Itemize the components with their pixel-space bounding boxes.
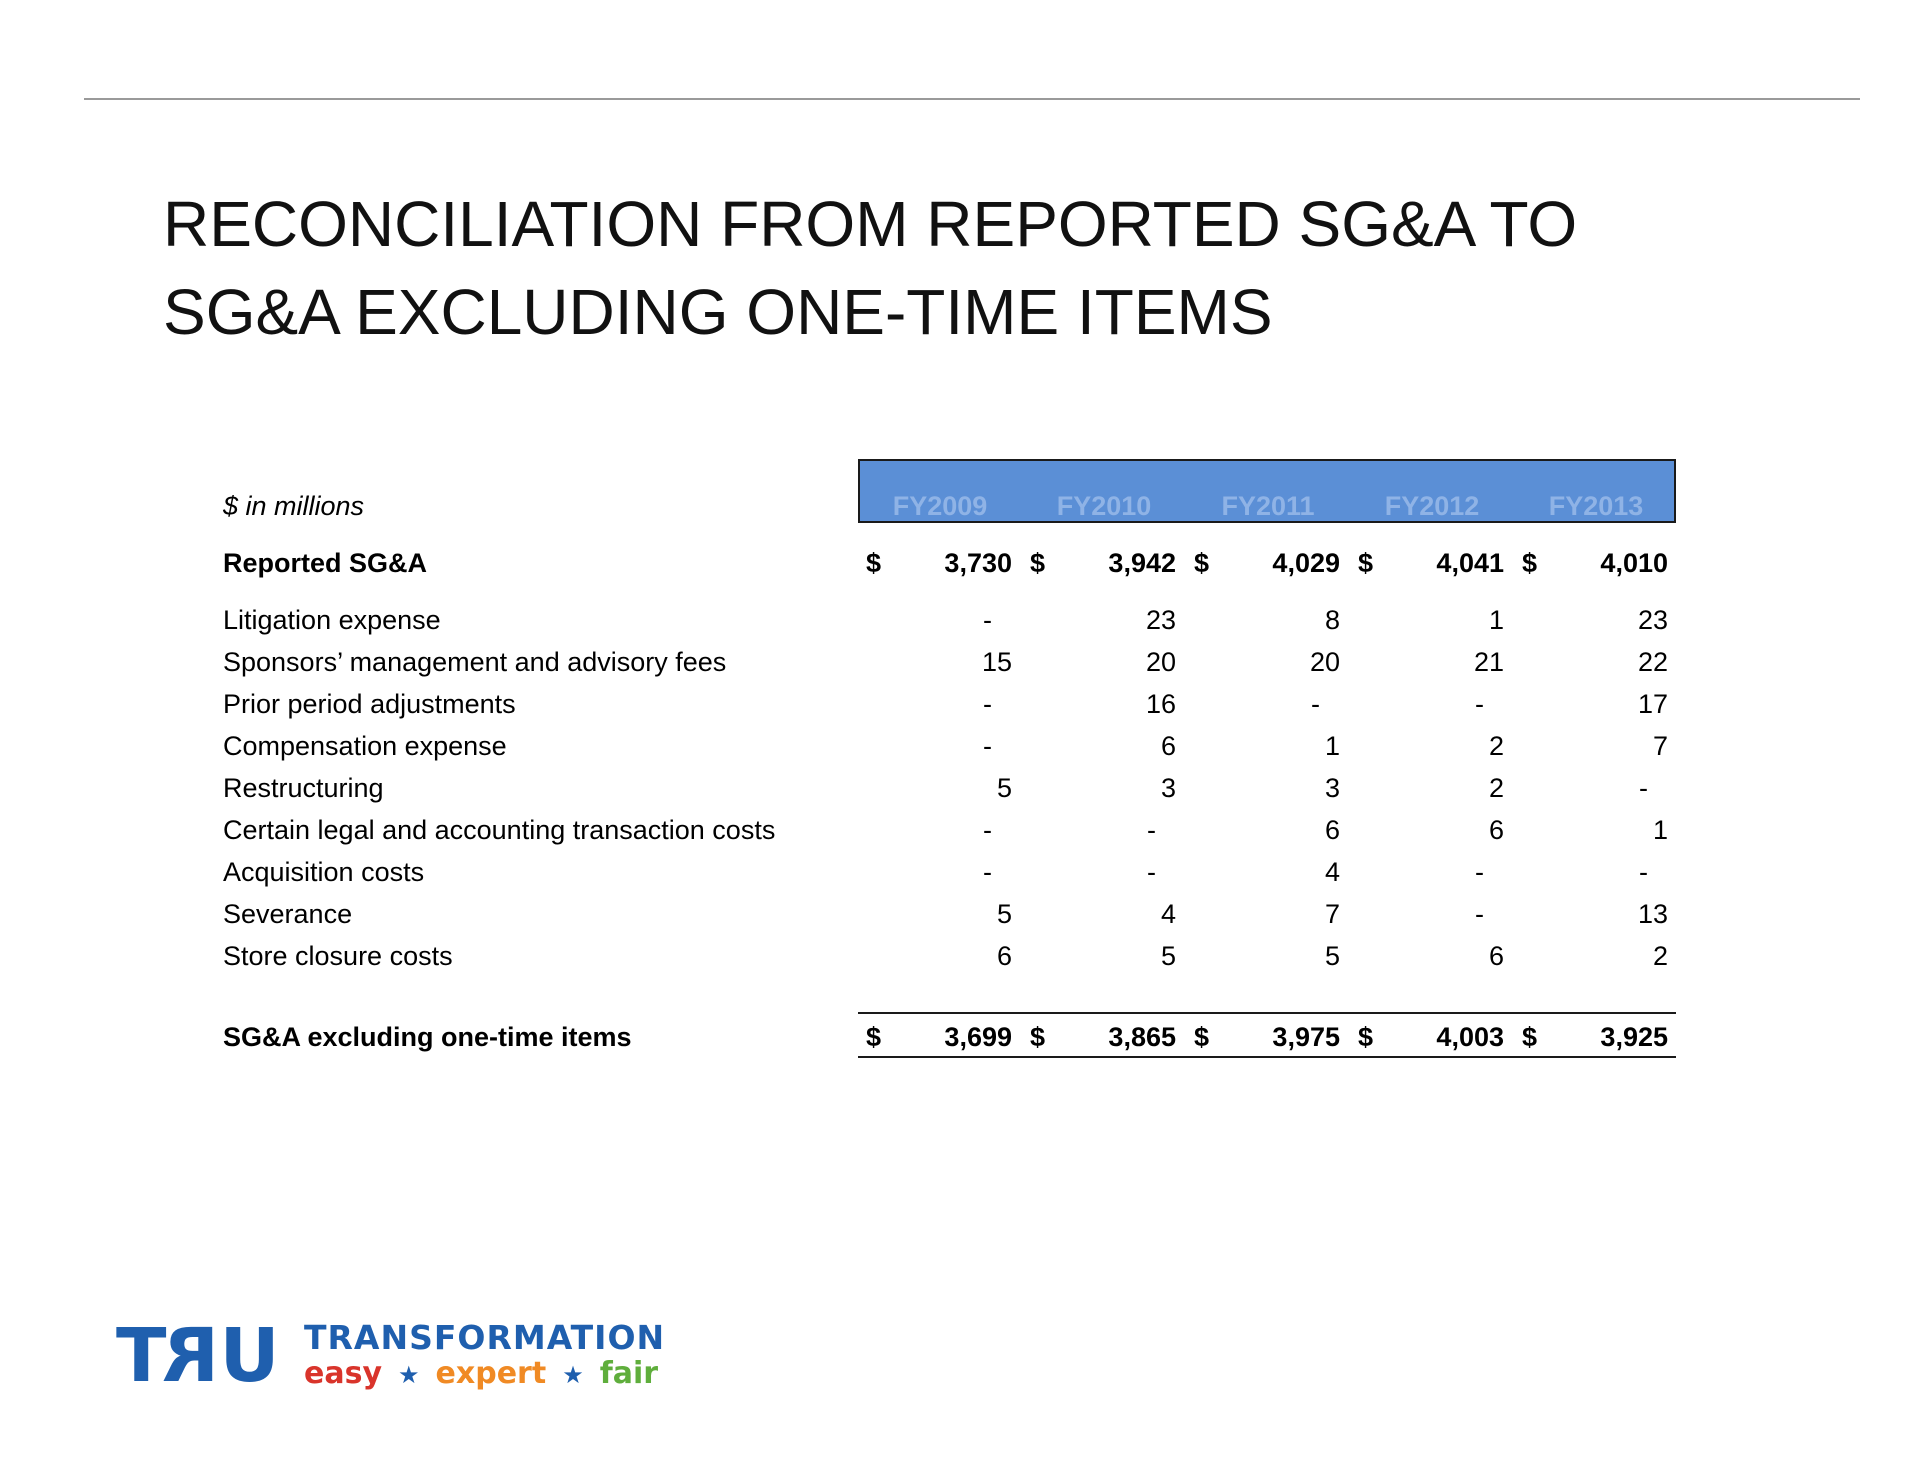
- table-cell: [858, 600, 1022, 640]
- table-cell: [1350, 768, 1514, 808]
- row-label: Certain legal and accounting transaction costs: [223, 815, 776, 845]
- table-row: [223, 894, 1683, 934]
- cell-value: 1: [1652, 815, 1668, 845]
- table-cell: [1186, 600, 1350, 640]
- cell-value: 5: [1160, 941, 1176, 971]
- cell-value: 2: [1488, 731, 1504, 761]
- cell-value: 4,010: [1600, 548, 1668, 578]
- cell-value: 20: [1145, 647, 1176, 677]
- row-label: Litigation expense: [223, 605, 441, 635]
- cell-value: 15: [981, 647, 1012, 677]
- cell-value: 1: [1324, 731, 1340, 761]
- cell-value: 3,942: [1108, 548, 1176, 578]
- total-top-rule: [858, 1012, 1676, 1014]
- table-row: [223, 768, 1683, 808]
- cell-value: 13: [1637, 899, 1668, 929]
- table-row: [223, 810, 1683, 850]
- cell-value: 1: [1488, 605, 1504, 635]
- table-cell: [1350, 600, 1514, 640]
- table-cell: [1022, 684, 1186, 724]
- table-row-total: [223, 1017, 1683, 1057]
- year-header-fy2013: FY2013: [1548, 491, 1644, 521]
- table-cell: [1186, 852, 1350, 892]
- table-cell: [1350, 852, 1514, 892]
- row-label: Reported SG&A: [223, 548, 428, 578]
- cell-value: -: [983, 689, 992, 719]
- cell-value: 5: [1324, 941, 1340, 971]
- cell-value: 3: [1324, 773, 1340, 803]
- cell-value: 4,029: [1272, 548, 1340, 578]
- cell-value: -: [983, 605, 992, 635]
- table-cell: [1186, 1017, 1350, 1057]
- table-cell: [1350, 543, 1514, 583]
- cell-value: 21: [1473, 647, 1504, 677]
- table-cell: [858, 684, 1022, 724]
- star-icon: ★: [562, 1361, 584, 1389]
- table-cell: [1350, 684, 1514, 724]
- row-label: Severance: [223, 899, 353, 929]
- cell-value: 7: [1324, 899, 1340, 929]
- table-cell: [1514, 726, 1678, 766]
- table-cell: [1022, 543, 1186, 583]
- logo-wordmark: TRANSFORMATION: [304, 1318, 666, 1357]
- table-cell: [1022, 810, 1186, 850]
- table-cell: [1514, 894, 1678, 934]
- cell-value: -: [1147, 857, 1156, 887]
- table-cell: [1514, 684, 1678, 724]
- company-logo: [116, 1313, 676, 1408]
- cell-value: 3,865: [1108, 1022, 1176, 1052]
- table-cell: [1186, 936, 1350, 976]
- table-cell: [1022, 936, 1186, 976]
- table-cell: [1186, 726, 1350, 766]
- table-cell: [1186, 684, 1350, 724]
- table-row: [223, 726, 1683, 766]
- table-cell: [858, 1017, 1022, 1057]
- table-cell: [858, 894, 1022, 934]
- table-cell: [1514, 1017, 1678, 1057]
- row-label: Prior period adjustments: [223, 689, 516, 719]
- cell-value: 4: [1324, 857, 1340, 887]
- cell-value: 16: [1145, 689, 1176, 719]
- cell-value: -: [983, 731, 992, 761]
- cell-value: 20: [1309, 647, 1340, 677]
- cell-value: -: [983, 815, 992, 845]
- table-cell: [1514, 543, 1678, 583]
- currency-symbol: $: [1358, 1022, 1374, 1052]
- tagline-expert: expert: [435, 1356, 547, 1391]
- currency-symbol: $: [1194, 1022, 1210, 1052]
- cell-value: -: [1475, 899, 1484, 929]
- top-divider: [84, 98, 1860, 100]
- currency-symbol: $: [1358, 548, 1374, 578]
- row-label: Compensation expense: [223, 731, 507, 761]
- row-label: Sponsors’ management and advisory fees: [223, 647, 727, 677]
- cell-value: 22: [1637, 647, 1668, 677]
- currency-symbol: $: [866, 1022, 882, 1052]
- currency-symbol: $: [1030, 548, 1046, 578]
- table-cell: [1350, 642, 1514, 682]
- cell-value: 17: [1637, 689, 1668, 719]
- cell-value: 3,975: [1272, 1022, 1340, 1052]
- year-header-fy2009: FY2009: [892, 491, 988, 521]
- cell-value: -: [1639, 773, 1648, 803]
- title-line-2: SG&A EXCLUDING ONE-TIME ITEMS: [163, 276, 1273, 348]
- table-cell: [1186, 543, 1350, 583]
- year-header-row: [858, 486, 1676, 526]
- table-cell: [1022, 642, 1186, 682]
- cell-value: 2: [1652, 941, 1668, 971]
- table-cell: [1350, 1017, 1514, 1057]
- table-row: [223, 684, 1683, 724]
- row-label: Acquisition costs: [223, 857, 425, 887]
- units-label: $ in millions: [223, 491, 365, 521]
- table-cell: [1022, 768, 1186, 808]
- table-cell: [1022, 1017, 1186, 1057]
- row-label: Restructuring: [223, 773, 384, 803]
- cell-value: -: [1639, 857, 1648, 887]
- table-cell: [858, 936, 1022, 976]
- table-cell: [1350, 936, 1514, 976]
- cell-value: 4,003: [1436, 1022, 1504, 1052]
- table-cell: [1350, 726, 1514, 766]
- cell-value: 23: [1637, 605, 1668, 635]
- cell-value: 6: [1488, 941, 1504, 971]
- table-row: [223, 936, 1683, 976]
- table-row-reported-sga: [223, 543, 1683, 583]
- table-cell: [1022, 600, 1186, 640]
- cell-value: 3,730: [944, 548, 1012, 578]
- table-cell: [858, 768, 1022, 808]
- cell-value: 6: [1160, 731, 1176, 761]
- table-row: [223, 852, 1683, 892]
- table-cell: [1514, 810, 1678, 850]
- page-title: [163, 180, 1663, 356]
- cell-value: 5: [996, 899, 1012, 929]
- table-cell: [858, 726, 1022, 766]
- cell-value: 3: [1160, 773, 1176, 803]
- table-cell: [1186, 810, 1350, 850]
- year-header-fy2010: FY2010: [1056, 491, 1152, 521]
- cell-value: -: [1475, 857, 1484, 887]
- cell-value: -: [983, 857, 992, 887]
- cell-value: 2: [1488, 773, 1504, 803]
- table-cell: [1022, 894, 1186, 934]
- table-row: [223, 642, 1683, 682]
- cell-value: 23: [1145, 605, 1176, 635]
- star-icon: ★: [398, 1361, 420, 1389]
- table-cell: [1186, 894, 1350, 934]
- year-header-fy2011: FY2011: [1221, 491, 1315, 521]
- currency-symbol: $: [1522, 548, 1538, 578]
- total-bottom-rule: [858, 1056, 1676, 1058]
- currency-symbol: $: [1194, 548, 1210, 578]
- cell-value: 6: [996, 941, 1012, 971]
- cell-value: 3,925: [1600, 1022, 1668, 1052]
- table-cell: [1186, 768, 1350, 808]
- cell-value: -: [1311, 689, 1320, 719]
- cell-value: 3,699: [944, 1022, 1012, 1052]
- table-cell: [858, 852, 1022, 892]
- logo-tagline: [304, 1356, 658, 1393]
- logo-mark: TRU: [116, 1313, 278, 1399]
- table-cell: [858, 543, 1022, 583]
- table-cell: [1022, 852, 1186, 892]
- currency-symbol: $: [1522, 1022, 1538, 1052]
- year-header-fy2012: FY2012: [1384, 491, 1480, 521]
- cell-value: 6: [1324, 815, 1340, 845]
- table-cell: [1350, 810, 1514, 850]
- row-label: SG&A excluding one-time items: [223, 1022, 632, 1052]
- table-cell: [1514, 642, 1678, 682]
- table-cell: [1514, 936, 1678, 976]
- table-cell: [1022, 726, 1186, 766]
- currency-symbol: $: [1030, 1022, 1046, 1052]
- table-cell: [858, 810, 1022, 850]
- table-cell: [858, 642, 1022, 682]
- cell-value: 5: [996, 773, 1012, 803]
- title-line-1: RECONCILIATION FROM REPORTED SG&A TO: [163, 188, 1578, 260]
- cell-value: 7: [1652, 731, 1668, 761]
- cell-value: -: [1475, 689, 1484, 719]
- table-cell: [1514, 768, 1678, 808]
- row-label: Store closure costs: [223, 941, 453, 971]
- cell-value: 8: [1324, 605, 1340, 635]
- tagline-fair: fair: [599, 1356, 659, 1391]
- table-cell: [1186, 642, 1350, 682]
- table-cell: [1514, 600, 1678, 640]
- cell-value: 4,041: [1436, 548, 1504, 578]
- table-row: [223, 600, 1683, 640]
- currency-symbol: $: [866, 548, 882, 578]
- cell-value: 4: [1160, 899, 1176, 929]
- table-cell: [1514, 852, 1678, 892]
- table-cell: [1350, 894, 1514, 934]
- cell-value: 6: [1488, 815, 1504, 845]
- tagline-easy: easy: [304, 1356, 383, 1391]
- cell-value: -: [1147, 815, 1156, 845]
